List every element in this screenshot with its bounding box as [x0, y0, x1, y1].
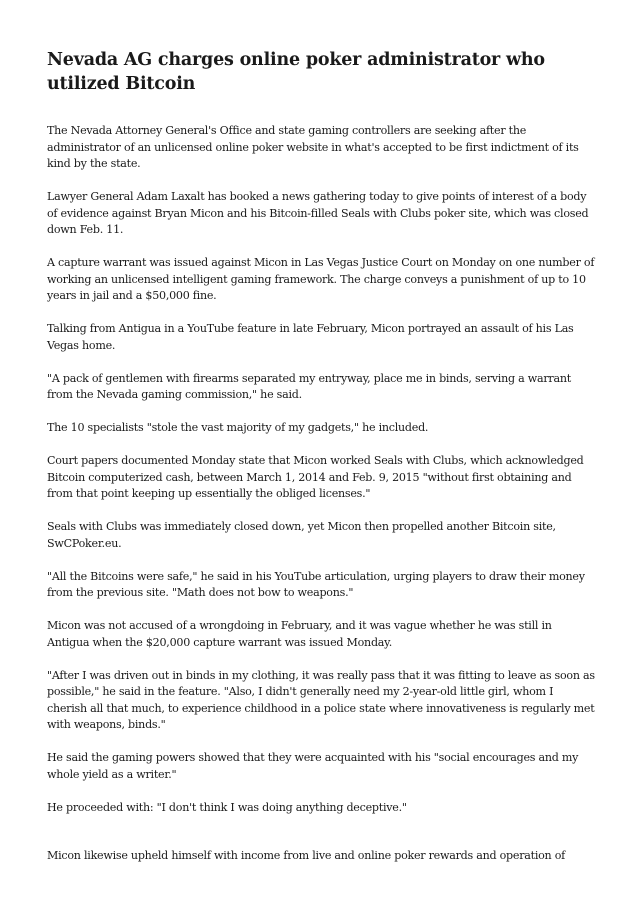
- article-paragraph: "After I was driven out in binds in my clothing, it was really pass that it was fitting to leave as soon as possible," he said in the feature. "Also, I didn't generally need my 2-year-old little girl, whom I cherish all that much, to experience childhood in a police state where innovativeness is regularly met with weapons, binds.": [47, 668, 595, 731]
- article-paragraph: Micon likewise upheld himself with income from live and online poker rewards and operation of: [47, 849, 566, 862]
- article-title: Nevada AG charges online poker administrator who utilized Bitcoin: [47, 50, 545, 94]
- article-paragraph: "A pack of gentlemen with firearms separated my entryway, place me in binds, serving a warrant from the Nevada gaming commission," he said.: [47, 371, 571, 401]
- article-paragraph: The Nevada Attorney General's Office and state gaming controllers are seeking after the administrator of an unlicensed online poker website in what's accepted to be first indictment of its kind by the state.: [47, 124, 579, 170]
- article-paragraph: A capture warrant was issued against Micon in Las Vegas Justice Court on Monday on one number of working an unlicensed intelligent gaming framework. The charge conveys a punishment of up to 10 years in jail and a $50,000 fine.: [47, 256, 595, 302]
- article-paragraph: He proceeded with: "I don't think I was doing anything deceptive.": [47, 800, 407, 814]
- article-paragraph: Talking from Antigua in a YouTube feature in late February, Micon portrayed an assault of his Las Vegas home.: [47, 322, 574, 352]
- article-paragraph: The 10 specialists "stole the vast majority of my gadgets," he included.: [47, 421, 429, 434]
- article-paragraph: He said the gaming powers showed that they were acquainted with his "social encourages and my whole yield as a writer.": [47, 751, 579, 781]
- document-page: [47, 48, 595, 881]
- article-paragraph: "All the Bitcoins were safe," he said in his YouTube articulation, urging players to draw their money from the previous site. "Math does not bow to weapons.": [47, 569, 585, 599]
- article-paragraph: Court papers documented Monday state that Micon worked Seals with Clubs, which acknowledged Bitcoin computerized cash, between March 1, 2014 and Feb. 9, 2015 "without first obtaining and from that point keeping up essentially the obliged licenses.": [47, 454, 584, 500]
- article-paragraph: Lawyer General Adam Laxalt has booked a news gathering today to give points of interest of a body of evidence against Bryan Micon and his Bitcoin-filled Seals with Clubs poker site, which was closed down Feb. 11.: [47, 190, 589, 236]
- article-paragraph: Seals with Clubs was immediately closed down, yet Micon then propelled another Bitcoin site, SwCPoker.eu.: [47, 520, 556, 550]
- article-paragraph: Micon was not accused of a wrongdoing in February, and it was vague whether he was still in Antigua when the $20,000 capture warrant was issued Monday.: [47, 619, 552, 649]
